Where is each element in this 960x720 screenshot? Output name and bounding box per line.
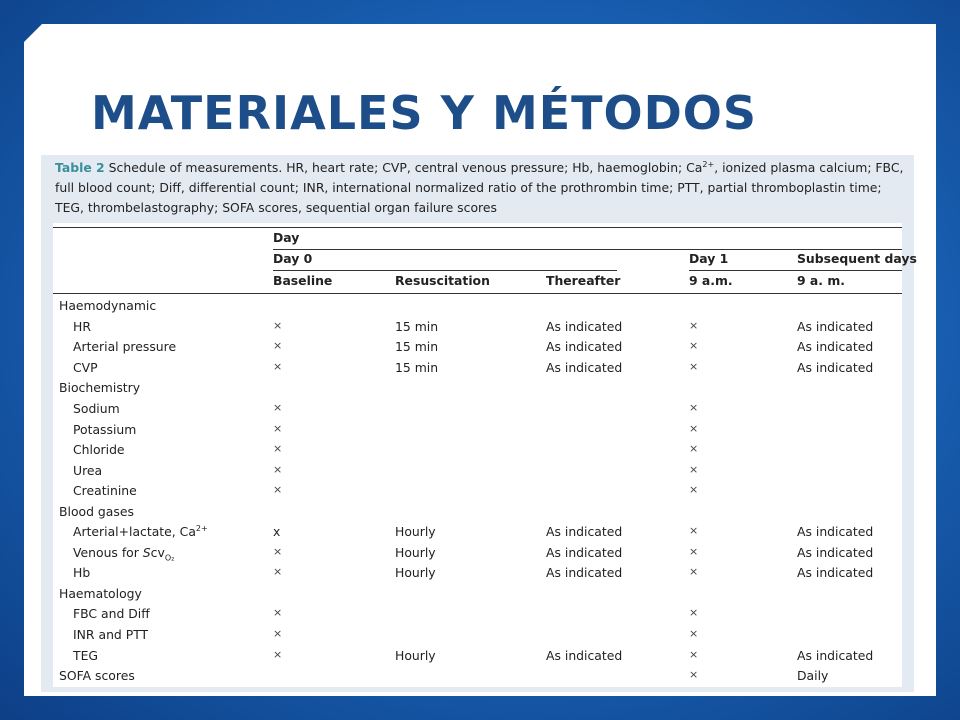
table-row-teg — [53, 648, 902, 668]
baseline-mark: × — [273, 422, 283, 435]
baseline-mark: × — [273, 463, 283, 476]
table-row-hr — [53, 319, 902, 339]
group-label: Biochemistry — [59, 380, 141, 395]
day1-mark: × — [689, 319, 699, 332]
row-label: HR — [73, 319, 91, 334]
header-day1-time: 9 a.m. — [689, 273, 733, 288]
day1-mark: × — [689, 442, 699, 455]
day1-mark: × — [689, 648, 699, 661]
subsequent-cell: Daily — [797, 668, 829, 683]
caption-text-2: , ionized plasma calcium; FBC, full blood count; Diff, differential count; INR, international normalized ratio of the prothrombin time; PTT, partial thromboplastin time; TEG, thrombelastography; SOFA scores, sequential organ failure scores — [55, 160, 904, 215]
group-row-blood-gases — [53, 504, 902, 524]
thereafter-cell: As indicated — [546, 545, 623, 560]
schedule-table — [53, 223, 917, 687]
subsequent-cell: As indicated — [797, 545, 874, 560]
table-row-creatinine — [53, 483, 902, 503]
thereafter-cell: As indicated — [546, 360, 623, 375]
thereafter-cell: As indicated — [546, 524, 623, 539]
day1-mark: × — [689, 463, 699, 476]
baseline-mark: × — [273, 442, 283, 455]
row-label-subscript: O₂ — [164, 553, 175, 563]
row-label: CVP — [73, 360, 98, 375]
group-label: Blood gases — [59, 504, 134, 519]
day1-mark: × — [689, 483, 699, 496]
baseline-mark: × — [273, 606, 283, 619]
group-row-haematology — [53, 586, 902, 606]
table-row-hb — [53, 565, 902, 585]
row-label: Sodium — [73, 401, 120, 416]
day1-mark: × — [689, 339, 699, 352]
baseline-mark: × — [273, 360, 283, 373]
caption-superscript: 2+ — [702, 159, 715, 169]
row-label: INR and PTT — [73, 627, 149, 642]
group-row-haemodynamic — [53, 298, 902, 318]
row-label-superscript: 2+ — [195, 523, 208, 533]
group-row-biochemistry — [53, 380, 902, 400]
subsequent-cell: As indicated — [797, 339, 874, 354]
row-label-italic: S — [142, 545, 151, 560]
row-label: Creatinine — [73, 483, 137, 498]
resuscitation-cell: Hourly — [395, 524, 436, 539]
thereafter-cell: As indicated — [546, 319, 623, 334]
table-row-sodium — [53, 401, 902, 421]
day1-mark: × — [689, 606, 699, 619]
table-caption — [55, 158, 913, 218]
resuscitation-cell: 15 min — [395, 339, 439, 354]
subsequent-cell: As indicated — [797, 565, 874, 580]
baseline-mark: × — [273, 627, 283, 640]
day0-rule — [273, 270, 617, 271]
resuscitation-cell: Hourly — [395, 545, 436, 560]
baseline-mark: × — [273, 401, 283, 414]
table-row-urea — [53, 463, 902, 483]
row-label: Arterial pressure — [73, 339, 177, 354]
group-label: Haemodynamic — [59, 298, 157, 313]
table-row-arterial-pressure — [53, 339, 902, 359]
day1-mark: × — [689, 422, 699, 435]
thereafter-cell: As indicated — [546, 565, 623, 580]
day1-mark: × — [689, 360, 699, 373]
header-subsequent: Subsequent days — [797, 251, 917, 266]
row-label: Chloride — [73, 442, 125, 457]
day1-mark: × — [689, 401, 699, 414]
baseline-mark: × — [273, 545, 283, 558]
table-row-cvp — [53, 360, 902, 380]
header-thereafter: Thereafter — [546, 273, 621, 288]
table-row-potassium — [53, 422, 902, 442]
header-resuscitation: Resuscitation — [395, 273, 490, 288]
table-row-inr — [53, 627, 902, 647]
table-row-sofa — [53, 668, 902, 688]
row-label — [73, 524, 208, 539]
header-bottom-rule — [53, 293, 902, 294]
baseline-mark: × — [273, 565, 283, 578]
row-label: Potassium — [73, 422, 137, 437]
resuscitation-cell: Hourly — [395, 565, 436, 580]
subsequent-cell: As indicated — [797, 648, 874, 663]
day-rule — [273, 249, 902, 250]
baseline-mark: × — [273, 319, 283, 332]
day1-rule — [689, 270, 902, 271]
table-figure — [41, 155, 917, 692]
row-label: Urea — [73, 463, 103, 478]
row-label-text: Arterial+lactate, Ca — [73, 524, 196, 539]
row-label — [73, 545, 175, 563]
subsequent-cell: As indicated — [797, 360, 874, 375]
table-row-venous — [53, 545, 902, 565]
row-label: FBC and Diff — [73, 606, 150, 621]
subsequent-cell: As indicated — [797, 524, 874, 539]
header-baseline: Baseline — [273, 273, 333, 288]
day1-mark: × — [689, 565, 699, 578]
header-day1: Day 1 — [689, 251, 729, 266]
resuscitation-cell: 15 min — [395, 319, 439, 334]
thereafter-cell: As indicated — [546, 648, 623, 663]
caption-label: Table 2 — [55, 160, 105, 175]
day1-mark: × — [689, 524, 699, 537]
row-label-text: Venous for — [73, 545, 143, 560]
day1-mark: × — [689, 668, 699, 681]
thereafter-cell: As indicated — [546, 339, 623, 354]
group-label: SOFA scores — [59, 668, 135, 683]
header-day0: Day 0 — [273, 251, 313, 266]
day1-mark: × — [689, 627, 699, 640]
row-label: TEG — [73, 648, 98, 663]
table-top-rule — [53, 227, 902, 228]
subsequent-cell: As indicated — [797, 319, 874, 334]
header-day: Day — [273, 230, 300, 245]
baseline-mark: × — [273, 339, 283, 352]
header-subsequent-time: 9 a. m. — [797, 273, 845, 288]
day1-mark: × — [689, 545, 699, 558]
resuscitation-cell: Hourly — [395, 648, 436, 663]
slide-title: MATERIALES Y MÉTODOS — [91, 86, 758, 140]
baseline-mark: x — [273, 524, 281, 539]
row-label-cv: cv — [150, 545, 165, 560]
table-row-arterial-lactate — [53, 524, 902, 544]
baseline-mark: × — [273, 648, 283, 661]
group-label: Haematology — [59, 586, 142, 601]
baseline-mark: × — [273, 483, 283, 496]
caption-text-1: Schedule of measurements. HR, heart rate; CVP, central venous pressure; Hb, haemoglobin; Ca — [108, 160, 703, 175]
table-row-fbc — [53, 606, 902, 626]
row-label: Hb — [73, 565, 91, 580]
resuscitation-cell: 15 min — [395, 360, 439, 375]
table-row-chloride — [53, 442, 902, 462]
